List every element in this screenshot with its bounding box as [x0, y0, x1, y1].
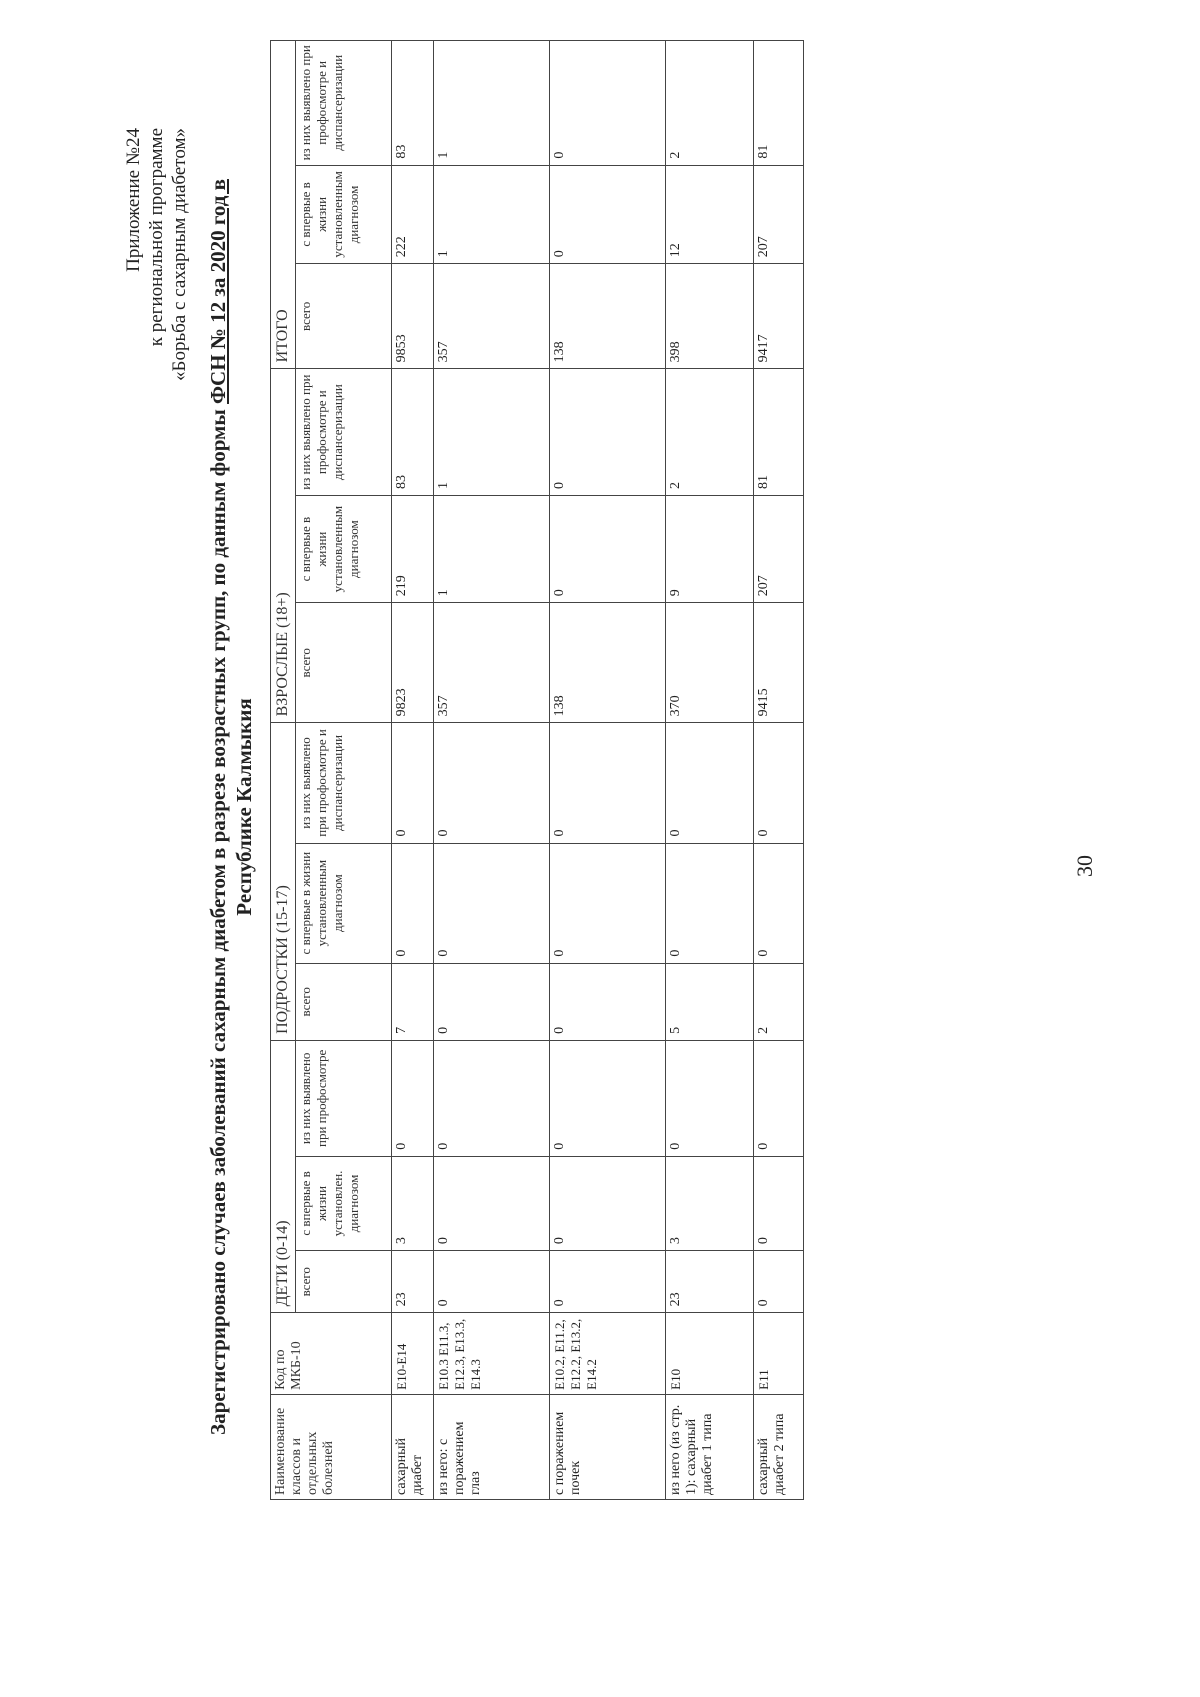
- table-row: [666, 41, 754, 1500]
- table-header-subcolumns: [296, 41, 392, 1500]
- row-value-cell: 0: [434, 1251, 550, 1313]
- table-body: [392, 41, 804, 1500]
- table-row: [550, 41, 666, 1500]
- row-value-cell: 0: [434, 1040, 550, 1156]
- header-teens-screening: из них выявлено при профосмотре и диспансеризации: [296, 723, 392, 843]
- row-value-cell: 0: [754, 1040, 804, 1156]
- page-number: 30: [1072, 855, 1097, 877]
- row-value-cell: 9: [666, 495, 754, 602]
- row-value-cell: 1: [434, 495, 550, 602]
- row-value-cell: 0: [550, 369, 666, 496]
- row-value-cell: 357: [434, 603, 550, 723]
- row-value-cell: 83: [392, 41, 434, 166]
- row-value-cell: 3: [392, 1156, 434, 1250]
- row-value-cell: 7: [392, 963, 434, 1040]
- row-value-cell: 83: [392, 369, 434, 496]
- appendix-note: [122, 128, 191, 381]
- header-group-children: ДЕТИ (0-14): [271, 1040, 296, 1312]
- row-icd-code: E10.2, E11.2, E12.2, E13.2, E14.2: [550, 1313, 666, 1395]
- header-total-total: всего: [296, 264, 392, 369]
- row-value-cell: 370: [666, 603, 754, 723]
- header-total-new: с впервые в жизни установленным диагнозом: [296, 165, 392, 264]
- row-value-cell: 3: [666, 1156, 754, 1250]
- row-value-cell: 0: [434, 963, 550, 1040]
- diabetes-cases-table: [270, 40, 804, 1500]
- row-icd-code: E10-E14: [392, 1313, 434, 1395]
- header-group-teens: ПОДРОСТКИ (15-17): [271, 723, 296, 1041]
- row-value-cell: 0: [550, 723, 666, 843]
- row-value-cell: 0: [434, 1156, 550, 1250]
- row-value-cell: 0: [550, 1040, 666, 1156]
- row-disease-name: сахарный диабет 2 типа: [754, 1394, 804, 1499]
- row-value-cell: 9823: [392, 603, 434, 723]
- row-value-cell: 219: [392, 495, 434, 602]
- row-value-cell: 23: [392, 1251, 434, 1313]
- row-value-cell: 0: [392, 843, 434, 963]
- row-value-cell: 0: [550, 1156, 666, 1250]
- row-disease-name: с поражением почек: [550, 1394, 666, 1499]
- row-value-cell: 0: [666, 1040, 754, 1156]
- header-children-screening: из них выявлено при профосмотре: [296, 1040, 392, 1156]
- row-value-cell: 357: [434, 264, 550, 369]
- table-row: [754, 41, 804, 1500]
- table-header-groups: [271, 41, 296, 1500]
- row-value-cell: 2: [754, 963, 804, 1040]
- header-children-total: всего: [296, 1251, 392, 1313]
- row-value-cell: 398: [666, 264, 754, 369]
- row-value-cell: 1: [434, 41, 550, 166]
- row-value-cell: 12: [666, 165, 754, 264]
- row-value-cell: 0: [434, 843, 550, 963]
- row-disease-name: из него (из стр. 1): сахарный диабет 1 типа: [666, 1394, 754, 1499]
- row-value-cell: 0: [392, 723, 434, 843]
- table-row: [392, 41, 434, 1500]
- row-value-cell: 9415: [754, 603, 804, 723]
- document-title: [205, 147, 257, 1467]
- title-form: ФСН № 12 за 2020 год в: [206, 179, 230, 404]
- header-adults-new: с впервые в жизни установленным диагнозом: [296, 495, 392, 602]
- appendix-line-2: к региональной программе: [146, 128, 167, 347]
- header-teens-new: с впервые в жизни установленным диагнозом: [296, 843, 392, 963]
- row-disease-name: из него: с поражением глаз: [434, 1394, 550, 1499]
- row-value-cell: 0: [550, 843, 666, 963]
- table-row: [434, 41, 550, 1500]
- row-value-cell: 9417: [754, 264, 804, 369]
- row-value-cell: 23: [666, 1251, 754, 1313]
- row-value-cell: 0: [550, 1251, 666, 1313]
- title-region: Республике Калмыкия: [232, 698, 256, 916]
- row-value-cell: 0: [550, 963, 666, 1040]
- header-total-screening: из них выявлено при профосмотре и диспансеризации: [296, 41, 392, 166]
- header-group-adults: ВЗРОСЛЫЕ (18+): [271, 369, 296, 723]
- row-icd-code: E10: [666, 1313, 754, 1395]
- row-value-cell: 138: [550, 603, 666, 723]
- row-value-cell: 0: [550, 495, 666, 602]
- header-group-total: ИТОГО: [271, 41, 296, 369]
- row-icd-code: E10.3 E11.3, E12.3, E13.3, E14.3: [434, 1313, 550, 1395]
- row-value-cell: 0: [754, 1251, 804, 1313]
- row-value-cell: 5: [666, 963, 754, 1040]
- row-value-cell: 207: [754, 165, 804, 264]
- row-value-cell: 81: [754, 369, 804, 496]
- header-adults-screening: из них выявлено при профосмотре и диспансеризации: [296, 369, 392, 496]
- row-value-cell: 0: [666, 723, 754, 843]
- appendix-line-1: Приложение №24: [123, 128, 144, 272]
- header-name: Наименование классов и отдельных болезней: [271, 1394, 392, 1499]
- row-value-cell: 2: [666, 41, 754, 166]
- header-children-new: с впервые в жизни установлен. диагнозом: [296, 1156, 392, 1250]
- row-value-cell: 0: [754, 723, 804, 843]
- row-value-cell: 0: [754, 843, 804, 963]
- row-value-cell: 0: [392, 1040, 434, 1156]
- row-value-cell: 1: [434, 369, 550, 496]
- row-value-cell: 138: [550, 264, 666, 369]
- row-value-cell: 0: [550, 165, 666, 264]
- header-code: Код по МКБ-10: [271, 1313, 392, 1395]
- row-value-cell: 81: [754, 41, 804, 166]
- header-adults-total: всего: [296, 603, 392, 723]
- title-main: Зарегистрировано случаев заболеваний сахарным диабетом в разрезе возрастных групп, по данным формы: [206, 409, 230, 1435]
- row-icd-code: E11: [754, 1313, 804, 1395]
- row-disease-name: сахарный диабет: [392, 1394, 434, 1499]
- row-value-cell: 9853: [392, 264, 434, 369]
- row-value-cell: 0: [754, 1156, 804, 1250]
- row-value-cell: 222: [392, 165, 434, 264]
- row-value-cell: 207: [754, 495, 804, 602]
- row-value-cell: 0: [666, 843, 754, 963]
- row-value-cell: 0: [550, 41, 666, 166]
- row-value-cell: 2: [666, 369, 754, 496]
- header-teens-total: всего: [296, 963, 392, 1040]
- row-value-cell: 0: [434, 723, 550, 843]
- appendix-line-3: «Борьба с сахарным диабетом»: [169, 128, 190, 381]
- row-value-cell: 1: [434, 165, 550, 264]
